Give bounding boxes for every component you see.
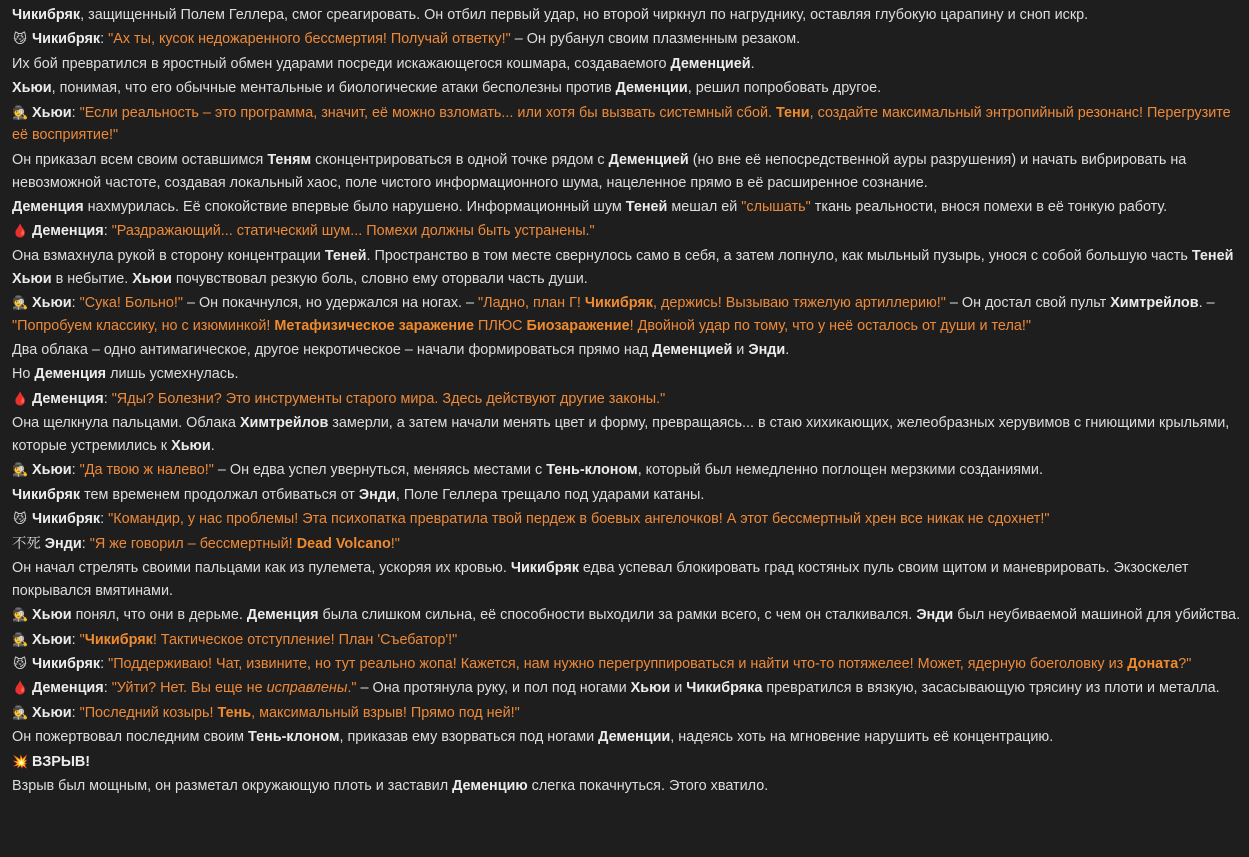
dialogue-quote: ." <box>347 680 357 697</box>
narration-text: Два облака – одно антимагическое, другое некротическое – начали формироваться прямо над <box>12 342 653 359</box>
character-name: Химтрейлов <box>239 415 329 432</box>
character-name: Теням <box>267 151 312 168</box>
chat-message <box>12 677 1241 700</box>
narration-text: , Поле Геллера трещало под ударами катаны. <box>395 486 705 503</box>
narration-text: замерли, а затем начали менять цвет и форму, превращаясь... в стаю хихикающих, желеобразных херувимов с гниющими крыльями, которые устремились к <box>12 415 1230 455</box>
narration-text: лишь усмехнулась. <box>106 366 239 383</box>
character-name: Чикибряк <box>32 511 101 528</box>
chat-message <box>12 775 1241 798</box>
chat-message <box>12 4 1241 27</box>
character-name: Деменция <box>32 390 104 407</box>
dialogue-quote: !" <box>390 535 400 552</box>
narration-text: Она взмахнула рукой в сторону концентрации <box>12 247 325 264</box>
character-name: Чикибряк <box>12 486 81 503</box>
narration-text: : <box>103 680 112 697</box>
character-name: Теней Хьюи <box>12 247 1234 287</box>
dialogue-emphasis: Тень <box>217 704 252 721</box>
character-name: Деменция <box>32 223 104 240</box>
narration-text: была слишком сильна, её способности выходили за рамки всего, с чем он сталкивался. <box>318 607 917 624</box>
narration-text: слегка покачнуться. Этого хватило. <box>527 777 769 794</box>
chat-message <box>12 77 1241 100</box>
character-name: Хьюи <box>32 462 72 479</box>
dialogue-quote: "Я же говорил – бессмертный! <box>89 535 297 552</box>
narration-text: превратился в вязкую, засасывающую трясину из плоти и металла. <box>762 680 1220 697</box>
character-name: Деменции <box>615 80 688 97</box>
dialogue-quote: ПЛЮС <box>473 317 527 334</box>
dialogue-quote: ! Двойной удар по тому, что у неё осталось от души и тела!" <box>629 317 1031 334</box>
character-name: Деменцию <box>452 777 528 794</box>
narration-text: сконцентрироваться в одной точке рядом с <box>311 151 609 168</box>
blood-drop-icon: 🩸 <box>12 223 29 239</box>
character-name: Хьюи <box>32 607 72 624</box>
narration-text: был неубиваемой машиной для убийства. <box>953 607 1241 624</box>
dialogue-quote: "Яды? Болезни? Это инструменты старого мира. Здесь действуют другие законы." <box>111 390 666 407</box>
character-name: Деменцией <box>670 55 751 72</box>
chat-message <box>12 245 1241 291</box>
narration-text: и <box>670 680 687 697</box>
narration-text: Он приказал всем своим оставшимся <box>12 151 268 168</box>
narration-text: – Он едва успел увернуться, меняясь местами с <box>213 462 547 479</box>
narration-text: – Он рубанул своим плазменным резаком. <box>510 31 801 48</box>
character-name: Чикибряк <box>32 31 101 48</box>
narration-text: – Она протянула руку, и пол под ногами <box>356 680 631 697</box>
chat-message <box>12 339 1241 362</box>
dialogue-quote: ?" <box>1178 655 1192 672</box>
character-name: Энди <box>748 342 786 359</box>
dialogue-quote: "Командир, у нас проблемы! Эта психопатка превратила твой пердеж в боевых ангелочков! А этот бессмертный хрен все никак не сдохнет!" <box>108 511 1050 528</box>
narration-text: . <box>210 438 215 455</box>
narration-text: : <box>81 535 90 552</box>
dialogue-quote: "Сука! Больно!" <box>79 294 183 311</box>
narration-text: Их бой превратился в яростный обмен ударами посреди искажающегося кошмара, создаваемого <box>12 55 671 72</box>
narration-text: : <box>100 655 109 672</box>
narration-text: : <box>103 390 112 407</box>
character-name: Деменция <box>12 198 84 215</box>
character-name: Хьюи <box>171 438 211 455</box>
narration-text: : <box>71 462 80 479</box>
narration-text: : <box>100 511 109 528</box>
chat-message <box>12 412 1241 458</box>
narration-text: , надеясь хоть на мгновение нарушить её концентрацию. <box>670 729 1054 746</box>
dialogue-quote: "Если реальность – это программа, значит, её можно взломать... или хотя бы вызвать системный сбой. <box>79 104 776 121</box>
narration-text: тем временем продолжал отбиваться от <box>80 486 359 503</box>
character-name: Деменция <box>34 366 107 383</box>
character-name: Чикибряк <box>12 7 81 23</box>
narration-text: Но <box>12 366 35 383</box>
dialogue-quote: "Раздражающий... статический шум... Помехи должны быть устранены." <box>111 223 595 240</box>
cat-face-icon: 😼 <box>13 511 27 527</box>
chat-message <box>12 292 1241 338</box>
dialogue-quote: "Попробуем классику, но с изюминкой! <box>12 317 275 334</box>
explosion-icon: 💥 <box>12 753 29 769</box>
narration-text: : <box>71 294 80 311</box>
dialogue-emphasis: Dead Volcano <box>296 535 391 552</box>
character-name: Деменция <box>246 607 319 624</box>
narration-text: : <box>71 631 80 648</box>
narration-text: , приказав ему взорваться под ногами <box>339 729 599 746</box>
character-name: Деменции <box>598 729 671 746</box>
chat-message <box>12 149 1241 195</box>
narration-text: понял, что они в дерьме. <box>71 607 247 624</box>
dialogue-emphasis: Метафизическое заражение <box>274 317 474 334</box>
chat-message <box>12 388 1241 411</box>
narration-text: , решил попробовать другое. <box>687 80 882 97</box>
dialogue-quote: "Да твою ж налево!" <box>79 462 214 479</box>
narration-text: , защищенный Полем Геллера, смог среагировать. Он отбил первый удар, но второй чиркнул по нагруднику, оставляя глубокую царапину и сноп искр. <box>80 7 1089 23</box>
detective-icon: 🕵 <box>12 631 29 647</box>
character-name: Чикибряка <box>686 680 763 697</box>
dialogue-quote: ! Тактическое отступление! План 'Съебатор'!" <box>152 631 458 648</box>
detective-icon: 🕵 <box>12 294 29 310</box>
dialogue-quote: , максимальный взрыв! Прямо под ней!" <box>251 704 520 721</box>
narration-text: Он начал стрелять своими пальцами как из пулемета, ускоряя их кровью. <box>12 560 511 577</box>
narration-text: : <box>71 104 80 121</box>
character-name: ВЗРЫВ! <box>32 753 91 770</box>
character-name: Энди <box>44 535 82 552</box>
dialogue-quote: "Ах ты, кусок недожаренного бессмертия! Получай ответку!" <box>108 31 511 48</box>
narration-text: : <box>71 704 80 721</box>
character-name: Энди <box>358 486 396 503</box>
narration-text: ткань реальности, внося помехи в её тонкую работу. <box>810 198 1168 215</box>
narration-text: – Он достал свой пульт <box>945 294 1111 311</box>
narration-text: – Он покачнулся, но удержался на ногах. – <box>182 294 479 311</box>
chat-message <box>12 533 1241 556</box>
narration-text: едва успевал блокировать град костяных пуль своим щитом и маневрировать. Экзоскелет покрывался вмятинами. <box>12 560 1189 599</box>
narration-text: . <box>785 342 790 359</box>
dialogue-emphasis: Биозаражение <box>526 317 630 334</box>
narration-text: в небытие. <box>51 270 133 287</box>
character-name: Теней <box>625 198 668 215</box>
character-name: Хьюи <box>32 294 72 311</box>
dialogue-italic: исправлены <box>266 680 348 697</box>
dialogue-quote: "Ладно, план Г! <box>478 294 585 311</box>
chat-message <box>12 196 1241 219</box>
character-name: Хьюи <box>630 680 671 697</box>
chat-message <box>12 363 1241 386</box>
character-name: Деменцией <box>652 342 733 359</box>
blood-drop-icon: 🩸 <box>12 680 29 696</box>
narration-text: почувствовал резкую боль, словно ему оторвали часть души. <box>171 270 588 287</box>
character-name: Химтрейлов <box>1110 294 1199 311</box>
cat-face-icon: 😼 <box>13 655 27 671</box>
blood-drop-icon: 🩸 <box>12 390 29 406</box>
chat-message <box>12 702 1241 725</box>
chat-message <box>12 653 1241 676</box>
detective-icon: 🕵 <box>12 704 29 720</box>
narration-text: , понимая, что его обычные ментальные и биологические атаки бесполезны против <box>51 80 616 97</box>
character-name: Тень-клоном <box>546 462 638 479</box>
dialogue-emphasis: Чикибряк <box>84 631 153 648</box>
dialogue-quote: "Поддерживаю! Чат, извините, но тут реально жопа! Кажется, нам нужно перегруппироваться и найти что-то потяжелее! Может, ядерную боеголовку из <box>108 655 1128 672</box>
character-name: Хьюи <box>32 104 72 121</box>
character-name: Деменция <box>32 680 104 697</box>
character-name: Хьюи <box>12 80 52 97</box>
narration-text: : <box>100 31 109 48</box>
narration-text: нахмурилась. Её спокойствие впервые было нарушено. Информационный шум <box>83 198 626 215</box>
dialogue-quote: " <box>79 631 85 648</box>
character-name: Тень-клоном <box>248 729 340 746</box>
narration-text: Он пожертвовал последним своим <box>12 729 249 746</box>
character-name: Энди <box>916 607 954 624</box>
chat-message <box>12 28 1241 51</box>
dialogue-quote: , держись! Вызываю тяжелую артиллерию!" <box>652 294 946 311</box>
chat-message <box>12 53 1241 76</box>
dialogue-emphasis: Чикибряк <box>584 294 653 311</box>
character-name: Чикибряк <box>32 655 101 672</box>
dialogue-quote: "Уйти? Нет. Вы еще не <box>111 680 267 697</box>
detective-icon: 🕵 <box>12 462 29 478</box>
dialogue-emphasis: Доната <box>1127 655 1179 672</box>
chat-message <box>12 726 1241 749</box>
character-name: Деменцией <box>608 151 689 168</box>
narration-text: . – <box>1198 294 1215 311</box>
character-name: Хьюи <box>32 704 72 721</box>
detective-icon: 🕵 <box>12 104 29 120</box>
dialogue-quote: "слышать" <box>741 198 811 215</box>
narration-text: : <box>103 223 112 240</box>
chat-message <box>12 557 1241 603</box>
chat-message <box>12 220 1241 243</box>
chat-message <box>12 459 1241 482</box>
character-name: Хьюи <box>32 631 72 648</box>
narration-text: и <box>732 342 749 359</box>
dialogue-emphasis: Тени <box>775 104 810 121</box>
chat-message <box>12 508 1241 531</box>
narration-text: (но вне её непосредственной ауры разрушения) и начать вибрировать на невозможной частоте, создавая локальный хаос, поле чистого информационного шума, нацеленное прямо в её расширенное сознание. <box>12 151 1187 191</box>
detective-icon: 🕵 <box>12 607 29 623</box>
narration-text: . <box>750 55 755 72</box>
character-name: Теней <box>324 247 367 264</box>
immortal-tag: 不死 <box>12 535 41 552</box>
narration-text: мешал ей <box>667 198 742 215</box>
chat-message <box>12 604 1241 627</box>
character-name: Чикибряк <box>510 560 579 577</box>
chat-message <box>12 629 1241 652</box>
narration-text: Взрыв был мощным, он разметал окружающую плоть и заставил <box>12 777 453 794</box>
chat-message <box>12 751 1241 774</box>
dialogue-quote: , создайте максимальный энтропийный резонанс! Перегрузите её восприятие!" <box>12 104 1231 144</box>
chat-message <box>12 102 1241 148</box>
narration-text: Она щелкнула пальцами. Облака <box>12 415 240 432</box>
dialogue-quote: "Последний козырь! <box>79 704 218 721</box>
chat-message <box>12 484 1241 507</box>
narration-text: . Пространство в том месте свернулось само в себя, а затем лопнуло, как мыльный пузырь, унося с собой большую часть <box>366 247 1192 264</box>
cat-face-icon: 😼 <box>13 31 27 47</box>
narration-text: , который был немедленно поглощен мерзкими созданиями. <box>637 462 1043 479</box>
character-name: Хьюи <box>132 270 172 287</box>
